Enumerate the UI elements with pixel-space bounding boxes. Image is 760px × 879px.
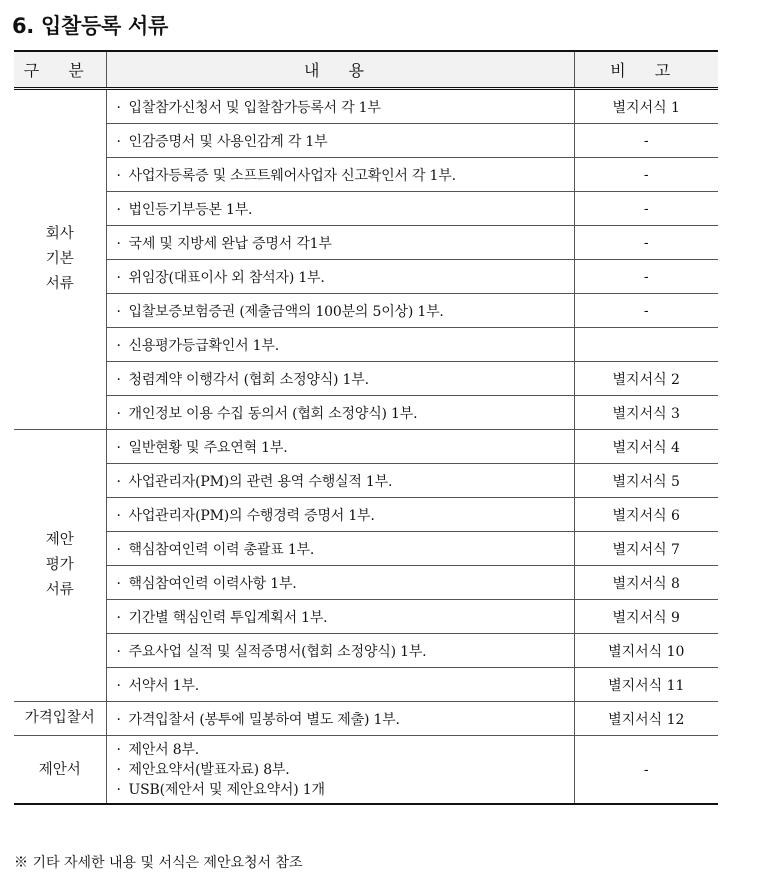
item-cell: · 입찰보증보험증권 (제출금액의 100분의 5이상) 1부. [106,294,574,328]
header-content: 내 용 [106,51,574,89]
bullet: · [116,405,121,422]
header-category: 구 분 [14,51,106,89]
table-row [14,124,718,158]
category-proposal: 제안서 [14,736,106,805]
table-row [14,702,718,736]
note-cell: - [574,226,718,260]
bullet: · [116,337,121,354]
category-label-line: 제안 [45,532,74,548]
table-header-row [14,51,718,89]
bullet: · [116,371,121,388]
item-cell: · 사업관리자(PM)의 관련 용역 수행실적 1부. [106,464,574,498]
item-cell: · 신용평가등급확인서 1부. [106,328,574,362]
item-cell: · 일반현황 및 주요연혁 1부. [106,430,574,464]
category-proposal-evaluation [14,430,106,702]
table-row [14,396,718,430]
bullet: · [116,677,121,694]
note-cell: - [574,294,718,328]
list-item: · 제안서 8부. [116,741,200,758]
table-row [14,362,718,396]
bullet: · [116,507,121,524]
note-cell: 별지서식 11 [574,668,718,702]
list-item: · 제안요약서(발표자료) 8부. [116,761,290,778]
note-cell: 별지서식 5 [574,464,718,498]
table-row [14,600,718,634]
note-cell: 별지서식 12 [574,702,718,736]
list-item: · USB(제안서 및 제안요약서) 1개 [116,781,325,798]
table-row [14,668,718,702]
section-title: 6. 입찰등록 서류 [12,14,168,38]
bullet: · [116,575,121,592]
header-remarks: 비 고 [574,51,718,89]
item-cell: · 주요사업 실적 및 실적증명서(협회 소정양식) 1부. [106,634,574,668]
note-cell: - [574,736,718,805]
note-cell: 별지서식 1 [574,89,718,124]
category-company-basic [14,89,106,430]
note-cell: - [574,260,718,294]
note-cell: 별지서식 3 [574,396,718,430]
bullet: · [116,167,121,184]
bullet: · [116,643,121,660]
item-cell: · 서약서 1부. [106,668,574,702]
item-cell: · 청렴계약 이행각서 (협회 소정양식) 1부. [106,362,574,396]
table-row [14,634,718,668]
category-price-bid: 가격입찰서 [14,702,106,736]
category-label-line: 기본 [45,251,74,267]
item-cell: · 사업관리자(PM)의 수행경력 증명서 1부. [106,498,574,532]
bullet: · [116,473,121,490]
note-cell: 별지서식 7 [574,532,718,566]
bullet: · [116,99,121,116]
table-row [14,498,718,532]
item-cell: · 사업자등록증 및 소프트웨어사업자 신고확인서 각 1부. [106,158,574,192]
table-row [14,328,718,362]
bullet: · [116,609,121,626]
note-cell: 별지서식 9 [574,600,718,634]
table-row [14,260,718,294]
table-row [14,532,718,566]
bullet: · [116,235,121,252]
bullet: · [116,201,121,218]
table-row [14,464,718,498]
item-cell: · 개인정보 이용 수집 동의서 (협회 소정양식) 1부. [106,396,574,430]
bullet: · [116,711,121,728]
item-cell: · 가격입찰서 (봉투에 밀봉하여 별도 제출) 1부. [106,702,574,736]
item-cell: · 기간별 핵심인력 투입계획서 1부. [106,600,574,634]
category-label-line: 평가 [45,557,74,573]
table-row [14,430,718,464]
bullet: · [116,741,121,758]
note-cell: - [574,158,718,192]
table-row [14,89,718,124]
item-cell: · 법인등기부등본 1부. [106,192,574,226]
note-cell: 별지서식 6 [574,498,718,532]
item-cell: · 입찰참가신청서 및 입찰참가등록서 각 1부 [106,89,574,124]
item-cell: · 핵심참여인력 이력사항 1부. [106,566,574,600]
table-row [14,566,718,600]
bullet: · [116,781,121,798]
bullet: · [116,303,121,320]
table-row [14,294,718,328]
footnote: ※ 기타 자세한 내용 및 서식은 제안요청서 참조 [14,855,303,871]
category-label-line: 서류 [45,582,74,598]
table-row [14,158,718,192]
bullet: · [116,439,121,456]
bullet: · [116,761,121,778]
bullet: · [116,133,121,150]
note-cell: - [574,124,718,158]
item-cell: · 인감증명서 및 사용인감계 각 1부 [106,124,574,158]
note-cell: 별지서식 2 [574,362,718,396]
table-row [14,192,718,226]
note-cell: 별지서식 4 [574,430,718,464]
item-cell: · 핵심참여인력 이력 총괄표 1부. [106,532,574,566]
bid-documents-table [14,50,718,805]
category-label-line: 서류 [45,276,74,292]
table-row [14,736,718,805]
item-cell: · 국세 및 지방세 완납 증명서 각1부 [106,226,574,260]
note-cell: 별지서식 8 [574,566,718,600]
category-label-line: 회사 [45,226,74,242]
note-cell [574,328,718,362]
item-cell: · 위임장(대표이사 외 참석자) 1부. [106,260,574,294]
item-cell [106,736,574,805]
bullet: · [116,269,121,286]
note-cell: 별지서식 10 [574,634,718,668]
table-row [14,226,718,260]
bullet: · [116,541,121,558]
note-cell: - [574,192,718,226]
